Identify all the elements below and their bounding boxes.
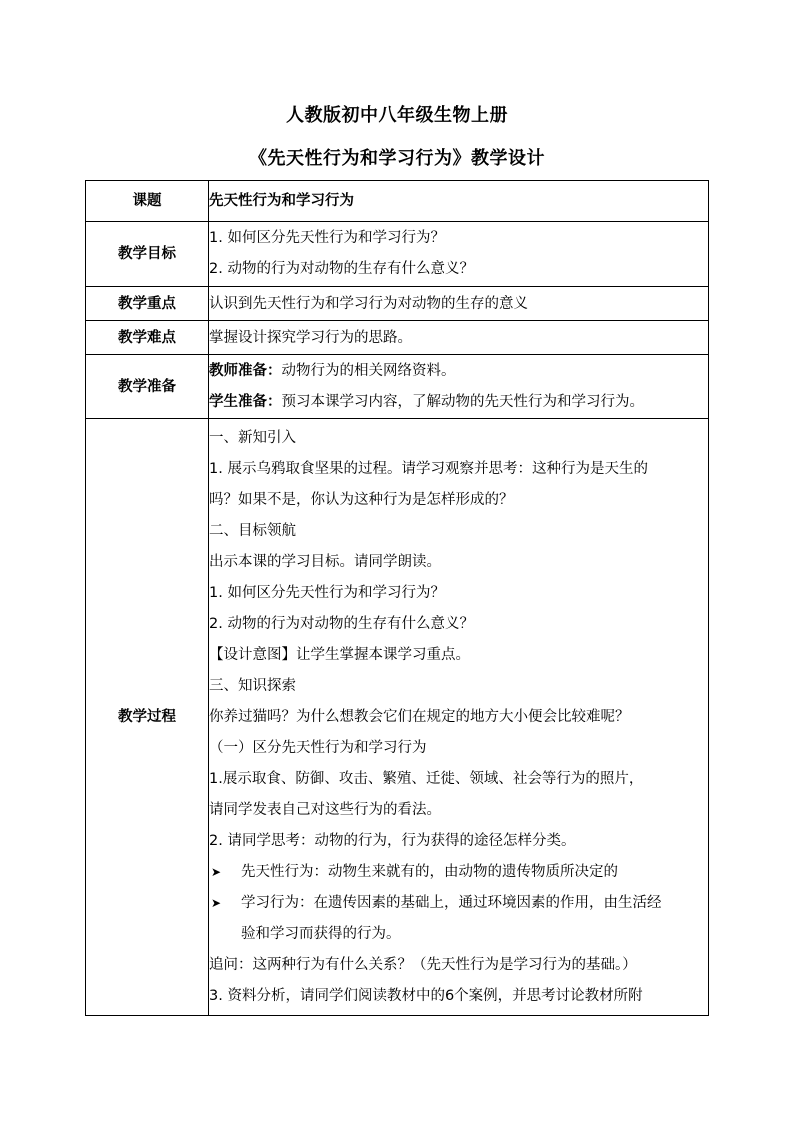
- bullet-continuation: 验和学习而获得的行为。: [241, 925, 401, 942]
- document-title: 人教版初中八年级生物上册: [286, 105, 508, 126]
- goal-item: 2. 动物的行为对动物的生存有什么意义？: [209, 261, 474, 277]
- row-topic: [86, 181, 709, 222]
- goal-item: 1. 如何区分先天性行为和学习行为？: [209, 584, 445, 601]
- paragraph-line: 出示本课的学习目标。请同学朗读。: [209, 553, 441, 570]
- label-topic: 课题: [86, 181, 209, 222]
- bullet-text: 先天性行为：动物生来就有的，由动物的遗传物质所决定的: [241, 863, 618, 880]
- paragraph-line: 请同学发表自己对这些行为的看法。: [209, 801, 441, 818]
- goal-item: 1. 如何区分先天性行为和学习行为？: [209, 230, 445, 246]
- paragraph-line: 1.展示取食、防御、攻击、繁殖、迁徙、领域、社会等行为的照片，: [209, 770, 644, 787]
- document-subtitle: 《先天性行为和学习行为》教学设计: [249, 148, 545, 169]
- row-process: [86, 419, 709, 1016]
- student-preparation: [209, 387, 708, 418]
- process-cell: [209, 419, 709, 1016]
- bullet-text: 学习行为：在遗传因素的基础上，通过环境因素的作用，由生活经: [241, 894, 662, 911]
- row-preparation: [86, 355, 709, 419]
- key-points-value: 认识到先天性行为和学习行为对动物的生存的意义: [209, 287, 709, 321]
- label-process: 教学过程: [86, 419, 209, 1016]
- paragraph-line: 1. 展示乌鸦取食坚果的过程。请学习观察并思考：这种行为是天生的: [209, 460, 648, 477]
- teacher-prep-text: 动物行为的相关网络资料。: [281, 362, 456, 379]
- student-prep-text: 预习本课学习内容，了解动物的先天性行为和学习行为。: [281, 393, 644, 410]
- label-preparation: 教学准备: [86, 355, 209, 419]
- paragraph-line: 追问：这两种行为有什么关系？（先天性行为是学习行为的基础。）: [209, 956, 637, 973]
- label-difficulty: 教学难点: [86, 321, 209, 355]
- goal-item: 2. 动物的行为对动物的生存有什么意义？: [209, 615, 474, 632]
- design-intent: 【设计意图】让学生掌握本课学习重点。: [209, 646, 470, 663]
- row-goals: [86, 222, 709, 287]
- row-difficulty: [86, 321, 709, 355]
- section-heading: 一、新知引入: [209, 429, 296, 446]
- paragraph-line: 吗？如果不是，你认为这种行为是怎样形成的？: [209, 491, 514, 508]
- topic-value: 先天性行为和学习行为: [209, 181, 709, 222]
- arrow-bullet-icon: ➤: [211, 895, 222, 910]
- section-heading: 二、目标领航: [209, 522, 296, 539]
- paragraph-line: 3. 资料分析，请同学们阅读教材中的6个案例，并思考讨论教材所附: [209, 987, 643, 1004]
- lesson-plan-table: [85, 180, 709, 1016]
- difficulty-value: 掌握设计探究学习行为的思路。: [209, 321, 709, 355]
- subsection-heading: （一）区分先天性行为和学习行为: [209, 739, 427, 756]
- arrow-bullet-icon: ➤: [211, 864, 222, 879]
- preparation-cell: [209, 355, 709, 419]
- paragraph-line: 你养过猫吗？为什么想教会它们在规定的地方大小便会比较难呢？: [209, 708, 630, 725]
- paragraph-line: 2. 请同学思考：动物的行为，行为获得的途径怎样分类。: [209, 832, 576, 849]
- bullet-item: [209, 888, 708, 919]
- section-heading: 三、知识探索: [209, 677, 296, 694]
- label-goals: 教学目标: [86, 222, 209, 287]
- bullet-item: [209, 857, 708, 888]
- teacher-preparation: [209, 356, 708, 387]
- label-key-points: 教学重点: [86, 287, 209, 321]
- teacher-prep-label: 教师准备：: [209, 362, 282, 379]
- goals-cell: [209, 222, 709, 287]
- row-key-points: [86, 287, 709, 321]
- student-prep-label: 学生准备：: [209, 393, 282, 410]
